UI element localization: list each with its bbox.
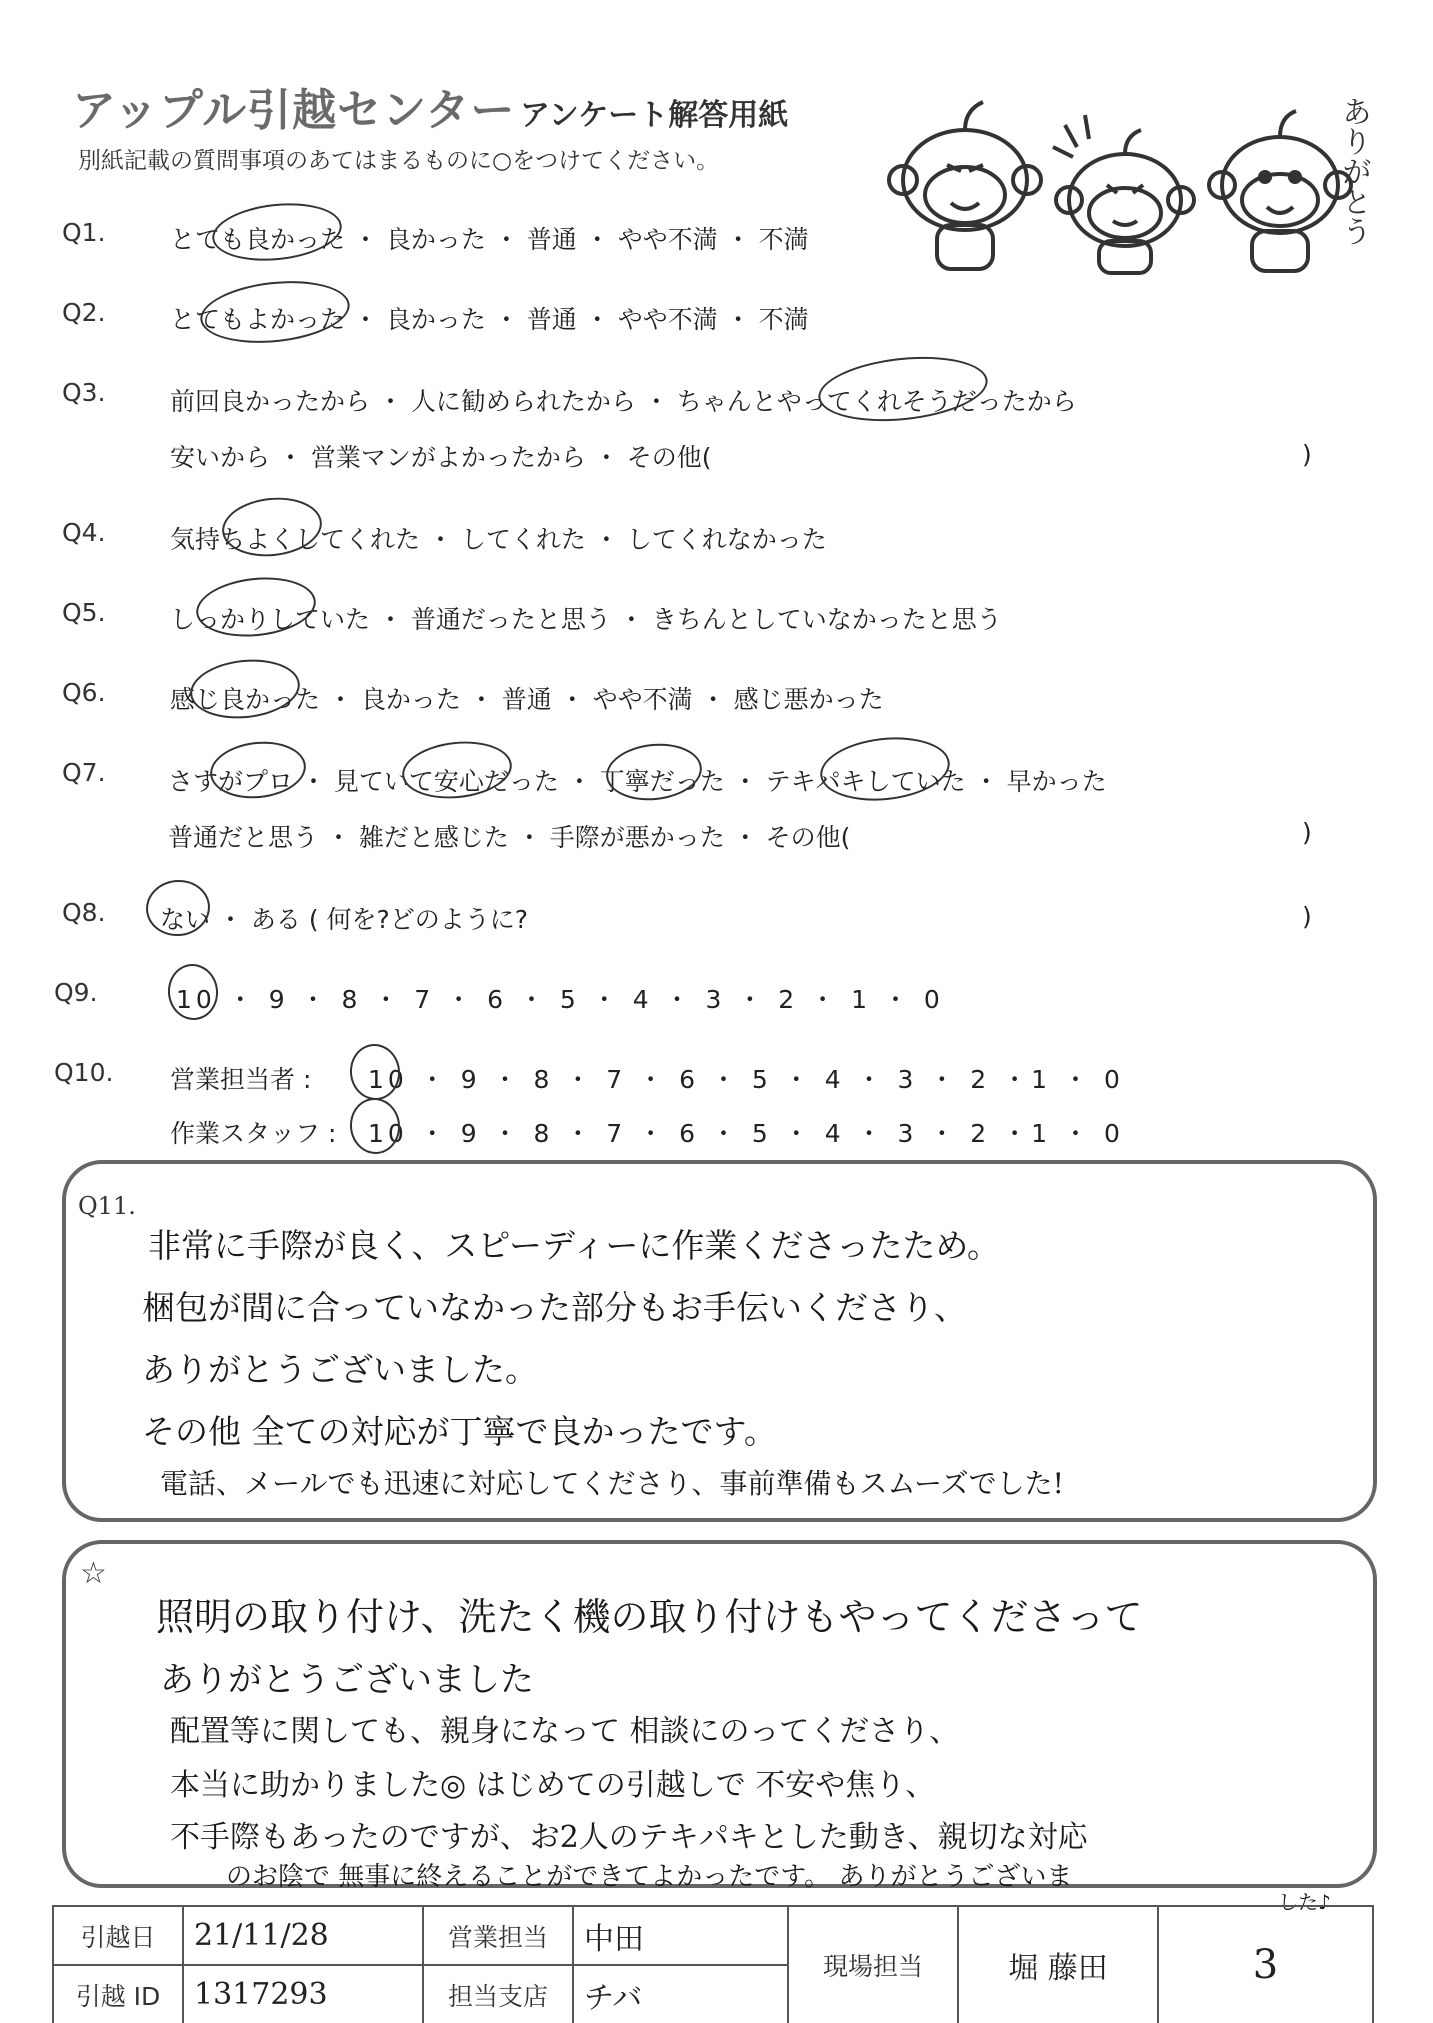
q8-options: ない ・ ある ( 何を?どのように? (160, 905, 529, 934)
q9-label: Q9. (54, 978, 98, 1007)
q2-options: とてもよかった ・ 良かった ・ 普通 ・ やや不満 ・ 不満 (170, 305, 809, 334)
q11-line-2: 梱包が間に合っていなかった部分もお手伝いくださり、 (142, 1288, 967, 1327)
q10-sales-scale: 10 ・ 9 ・ 8 ・ 7 ・ 6 ・ 5 ・ 4 ・ 3 ・ 2 ・1 ・ 0 (368, 1065, 1124, 1094)
q9-scale: 10 ・ 9 ・ 8 ・ 7 ・ 6 ・ 5 ・ 4 ・ 3 ・ 2 ・ 1 ・ 0 (176, 985, 944, 1014)
q7-label: Q7. (62, 758, 106, 787)
q7-options-line2: 普通だと思う ・ 雑だと感じた ・ 手際が悪かった ・ その他( (168, 823, 851, 852)
q4-options: 気持ちよくしてくれた ・ してくれた ・ してくれなかった (170, 525, 827, 554)
branch-value: チバ (573, 1965, 788, 2023)
q7-close-paren: ) (1302, 818, 1312, 847)
q11-line-4: その他 全ての対応が丁寧で良かったです。 (142, 1412, 777, 1451)
q7-options-line1: さすがプロ ・ 見ていて安心だった ・ 丁寧だった ・ テキパキしていた ・ 早かった (168, 767, 1107, 796)
q8-close-paren: ) (1302, 902, 1312, 931)
q8-label: Q8. (62, 898, 106, 927)
monkey-mascot-3 (1209, 111, 1351, 271)
q11-line-1: 非常に手際が良く、スピーディーに作業くださったため。 (148, 1226, 1001, 1265)
q3-options-line1: 前回良かったから ・ 人に勧められたから ・ ちゃんとやってくれそうだったから (170, 387, 1077, 416)
star-line-3: 配置等に関しても、親身になって 相談にのってくださり、 (170, 1714, 960, 1749)
q6-label: Q6. (62, 678, 106, 707)
monkey-mascots-illustration (885, 85, 1355, 275)
sales-value: 中田 (573, 1906, 788, 1965)
q1-label: Q1. (62, 218, 106, 247)
footer-info-table (52, 1905, 1374, 2023)
form-subtitle: アンケート解答用紙 (520, 98, 789, 133)
q10-sales-label: 営業担当者 : (170, 1065, 312, 1094)
site-staff-label: 現場担当 (788, 1906, 958, 2023)
q5-options: しっかりしていた ・ 普通だったと思う ・ きちんとしていなかったと思う (170, 605, 1002, 634)
q10-staff-scale: 10 ・ 9 ・ 8 ・ 7 ・ 6 ・ 5 ・ 4 ・ 3 ・ 2 ・1 ・ 0 (368, 1119, 1124, 1148)
q3-options-line2: 安いから ・ 営業マンがよかったから ・ その他( (170, 443, 712, 472)
monkey-mascot-1 (889, 102, 1041, 269)
q5-label: Q5. (62, 598, 106, 627)
q1-options: とても良かった ・ 良かった ・ 普通 ・ やや不満 ・ 不満 (170, 225, 809, 254)
star-line-5: 不手際もあったのですが、お2人のテキパキとした動き、親切な対応 (170, 1820, 1088, 1855)
thanks-vertical-text: ありがとう (1336, 96, 1371, 246)
q2-label: Q2. (62, 298, 106, 327)
branch-label: 担当支店 (423, 1965, 573, 2023)
company-title: アップル引越センター (72, 85, 516, 136)
site-staff-value: 堀 藤田 (958, 1906, 1158, 2023)
star-line-7: した♪ (1278, 1890, 1331, 1914)
monkey-mascot-2 (1053, 115, 1194, 273)
instruction-text: 別紙記載の質問事項のあてはまるものに○をつけてください。 (78, 148, 720, 174)
star-line-4: 本当に助かりました◎ はじめての引越しで 不安や焦り、 (170, 1768, 936, 1803)
move-id-value: 1317293 (183, 1965, 423, 2023)
star-label: ☆ (80, 1556, 107, 1591)
q3-close-paren: ) (1302, 440, 1312, 469)
q3-label: Q3. (62, 378, 106, 407)
q6-options: 感じ良かった ・ 良かった ・ 普通 ・ やや不満 ・ 感じ悪かった (170, 685, 884, 714)
answer-circle (197, 274, 352, 349)
star-line-6: のお陰で 無事に終えることができてよかったです。 ありがとうございま (226, 1862, 1073, 1892)
q4-label: Q4. (62, 518, 106, 547)
star-line-1: 照明の取り付け、洗たく機の取り付けもやってくださって (156, 1595, 1143, 1639)
count-value: 3 (1158, 1906, 1373, 2023)
q10-staff-label: 作業スタッフ : (170, 1119, 337, 1148)
q11-label: Q11. (78, 1192, 136, 1220)
move-date-value: 21/11/28 (183, 1906, 423, 1965)
q11-line-5: 電話、メールでも迅速に対応してくださり、事前準備もスムーズでした! (160, 1467, 1064, 1500)
move-date-label: 引越日 (53, 1906, 183, 1965)
q10-label: Q10. (54, 1058, 114, 1087)
q11-line-3: ありがとうございました。 (142, 1350, 538, 1389)
move-id-label: 引越 ID (53, 1965, 183, 2023)
star-line-2: ありがとうございました (160, 1660, 534, 1700)
sales-label: 営業担当 (423, 1906, 573, 1965)
answer-circle (209, 197, 344, 266)
